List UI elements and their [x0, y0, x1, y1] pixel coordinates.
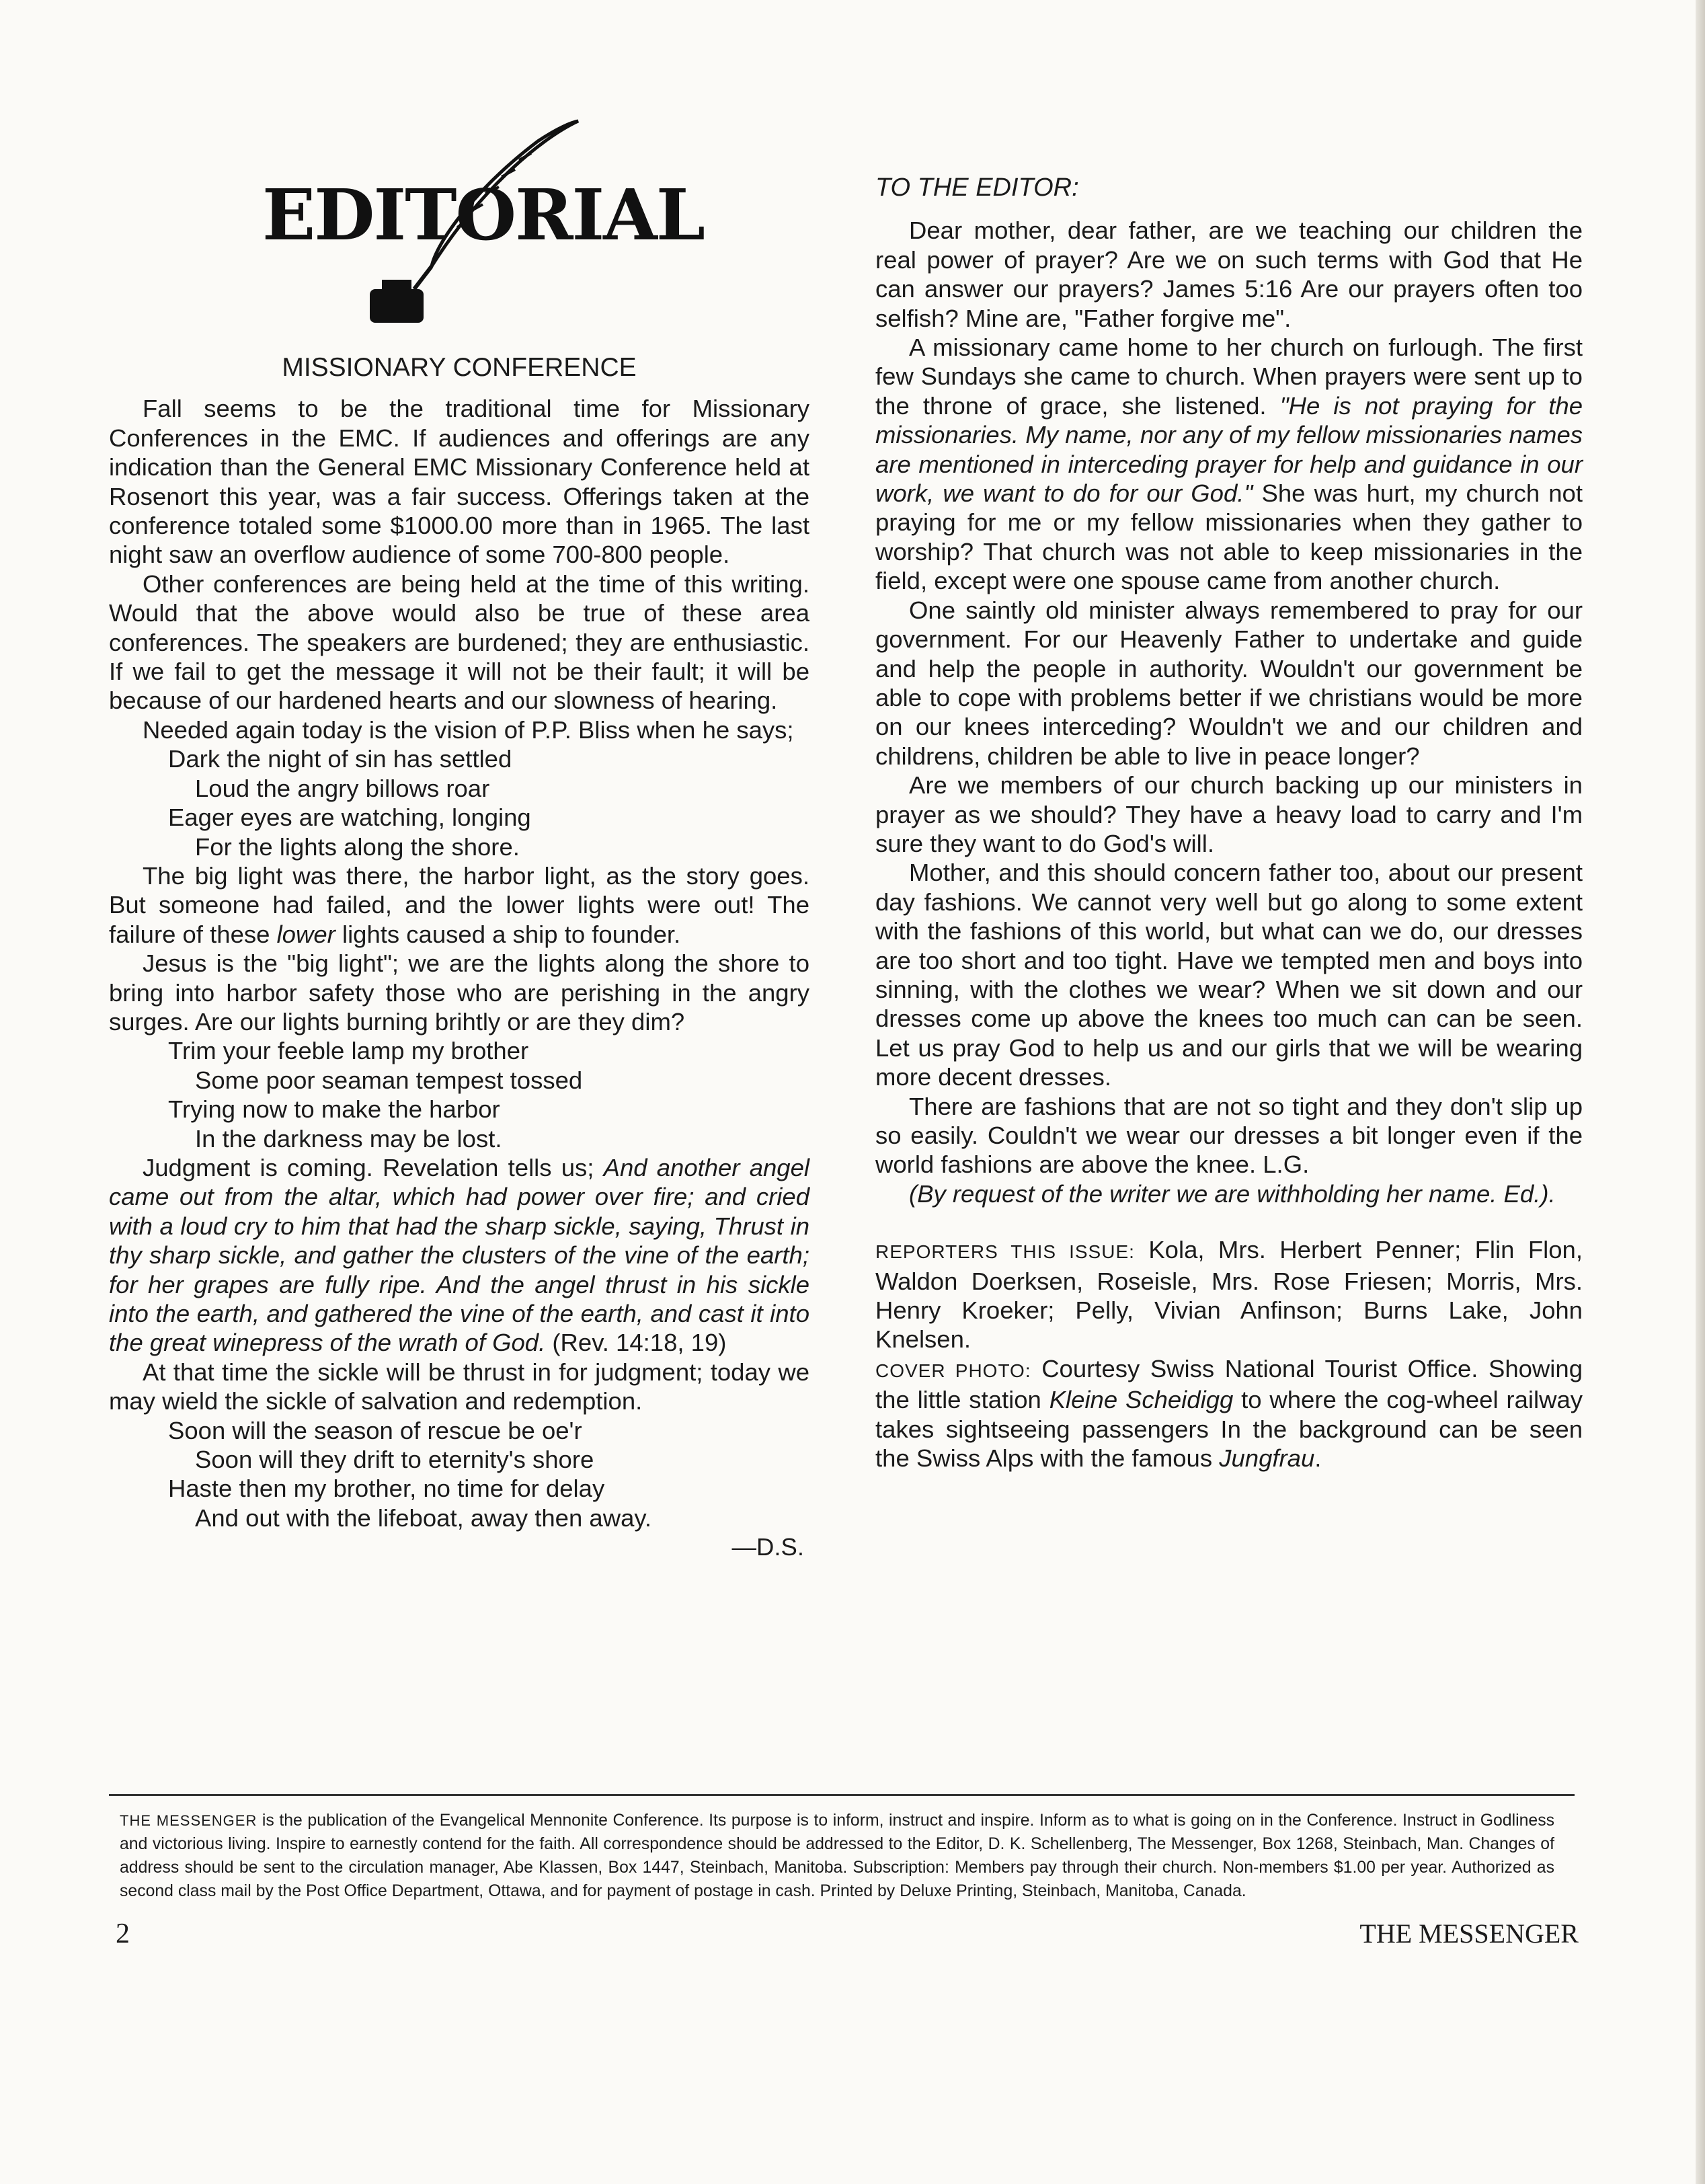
poem-verse — [109, 1036, 809, 1153]
verse-line: In the darkness may be lost. — [195, 1124, 502, 1153]
italic-text: Jungfrau — [1219, 1444, 1315, 1473]
italic-text: lower — [276, 920, 335, 948]
text: lights caused a ship to founder. — [335, 920, 681, 948]
page-number: 2 — [116, 1918, 130, 1949]
paragraph: Are we members of our church backing up our ministers in prayer as we should? They have a heavy load to carry and I'm sure they want to do God's will. — [875, 771, 1583, 857]
label: COVER PHOTO: — [875, 1360, 1031, 1381]
text: . — [1314, 1444, 1322, 1473]
verse-line: Eager eyes are watching, longing — [168, 804, 531, 832]
verse-line: Soon will they drift to eternity's shore — [195, 1446, 594, 1474]
poem-verse — [109, 744, 809, 861]
editorial-heading — [255, 113, 704, 328]
paragraph: Mother, and this should concern father too, about our present day fashions. We cannot very well but go along to some extent with the fashions of this world, but what can we do, our dresses are too short and too tight. Have we tempted men and boys into sinning, with the clothes we wear? When we sit down and our dresses come up above the knees too much can can be seen. Let us pray God to help us and our girls that we will be wearing more decent dresses. — [875, 859, 1583, 1091]
scripture-quote: And another angel came out from the altar, which had power over fire; and cried with a loud cry to him that had the sharp sickle, saying, Thrust in thy sharp sickle, and gather the clusters of the vine of the earth; for her grapes are fully ripe. And the angel thrust in his sickle into the earth, and gathered the vine of the earth, and cast it into the great winepress of the wrath of God. — [109, 1153, 809, 1357]
text: is the publication of the Evangelical Mennonite Conference. Its purpose is to inform, instruct and inspire. Inform as to what is going on in the Conference. Instruct in Godliness and victorious living. Inspire to earnestly contend for the faith. All correspondence should be addressed to the Editor, D. K. Schellenberg, The Messenger, Box 1268, Steinbach, Man. Changes of address should be sent to the circulation manager, Abe Klassen, Box 1447, Steinbach, Manitoba. Subscription: Members pay through their church. Non-members $1.00 per year. Authorized as second class mail by the Post Office Department, Ottawa, and for payment of postage in cash. Printed by Deluxe Printing, Steinbach, Manitoba, Canada. — [120, 1811, 1554, 1900]
text: She was hurt, my church not praying for me or my fellow missionaries when they gather to worship? That church was not able to keep missionaries in the field, except were one spouse came from another church. — [875, 479, 1583, 595]
text: A missionary came home to her church on furlough. The first few Sundays she came to church. When prayers were sent up to the throne of grace, she listened. — [875, 334, 1583, 420]
paragraph: One saintly old minister always remembered to pray for our government. For our Heavenly Father to undertake and guide and help the people in authority. Wouldn't our government be able to cope with problems better if we christians would be more on our knees interceding? Wouldn't we and our children and childrens, children be able to live in peace longer? — [875, 596, 1583, 770]
editorial-title: EDITORIAL — [262, 173, 704, 256]
verse-line: Dark the night of sin has settled — [168, 745, 512, 773]
paragraph — [109, 1153, 809, 1358]
reporters-credit — [875, 1235, 1583, 1354]
paragraph: Fall seems to be the traditional time for Missionary Conferences in the EMC. If audiences and offerings are any indication than the General EMC Missionary Conference held at Rosenort this year, was a fair success. Offerings taken at the conference totaled some $1000.00 more than in 1965. The last night saw an overflow audience of some 700-800 people. — [109, 395, 809, 569]
paragraph: Needed again today is the vision of P.P. Bliss when he says; — [143, 715, 794, 744]
italic-quote: "He is not praying for the missionaries. My name, nor any of my fellow missionaries names are mentioned in interceding prayer for help and guidance in our work, we want to do for our God." — [875, 391, 1583, 508]
verse-line: For the lights along the shore. — [195, 832, 520, 861]
spacer — [875, 1208, 1583, 1235]
magazine-name: THE MESSENGER — [1359, 1918, 1579, 1949]
editor-note: (By request of the writer we are withholding her name. Ed.). — [909, 1179, 1556, 1208]
verse-line: Loud the angry billows roar — [195, 774, 490, 802]
text: Courtesy Swiss National Tourist Office. Showing the little station — [875, 1354, 1583, 1414]
verse-line: Trying now to make the harbor — [168, 1095, 500, 1124]
text: The big light was there, the harbor light, as the story goes. But someone had failed, and the lower lights were out! The failure of these — [109, 861, 809, 948]
text: to where the cog-wheel railway takes sightseeing passengers In the background can be seen the Swiss Alps with the famous — [875, 1386, 1583, 1473]
text: Judgment is coming. Revelation tells us; — [143, 1153, 604, 1181]
poem-verse — [109, 1416, 809, 1533]
paragraph — [109, 861, 809, 949]
label: THE MESSENGER — [120, 1812, 257, 1829]
verse-line: Haste then my brother, no time for delay — [168, 1475, 605, 1503]
label: REPORTERS THIS ISSUE: — [875, 1241, 1135, 1263]
signature: —D.S. — [731, 1533, 804, 1561]
publication-imprint — [120, 1809, 1554, 1903]
paragraph: Other conferences are being held at the time of this writing. Would that the above would also be true of these area conferences. The speakers are burdened; they are enthusiastic. If we fail to get the message it will not be their fault; it will be because of our hardened hearts and our slowness of hearing. — [109, 570, 809, 715]
letter-column — [875, 173, 1583, 1473]
verse-line: Soon will the season of rescue be oe'r — [168, 1416, 582, 1444]
paragraph — [875, 333, 1583, 596]
editorial-column — [109, 353, 809, 1562]
page-edge — [1696, 0, 1705, 2184]
verse-line: Trim your feeble lamp my brother — [168, 1037, 529, 1065]
verse-line: Some poor seaman tempest tossed — [195, 1066, 583, 1094]
verse-line: And out with the lifeboat, away then away. — [195, 1504, 652, 1532]
text: Kola, Mrs. Herbert Penner; Flin Flon, Waldon Doerksen, Roseisle, Mrs. Rose Friesen; Morris, Mrs. Henry Kroeker; Pelly, Vivian Anfinson; Burns Lake, John Knelsen. — [875, 1236, 1583, 1354]
paragraph: Dear mother, dear father, are we teaching our children the real power of prayer? Are we on such terms with God that He can answer our prayers? James 5:16 Are our prayers often too selfish? Mine are, "Father forgive me". — [875, 217, 1583, 332]
paragraph: There are fashions that are not so tight and they don't slip up so easily. Couldn't we wear our dresses a bit longer even if the world fashions are above the knee. L.G. — [875, 1092, 1583, 1179]
divider-rule — [109, 1794, 1575, 1796]
section-title: MISSIONARY CONFERENCE — [282, 353, 637, 382]
paragraph: At that time the sickle will be thrust in for judgment; today we may wield the sickle of salvation and redemption. — [109, 1358, 809, 1415]
text: (Rev. 14:18, 19) — [545, 1329, 727, 1357]
paragraph: Jesus is the "big light"; we are the lights along the shore to bring into harbor safety those who are perishing in the angry surges. Are our lights burning brihtly or are they dim? — [109, 949, 809, 1036]
cover-photo-credit — [875, 1354, 1583, 1473]
letter-heading: TO THE EDITOR: — [875, 173, 1079, 202]
italic-text: Kleine Scheidigg — [1049, 1386, 1234, 1414]
